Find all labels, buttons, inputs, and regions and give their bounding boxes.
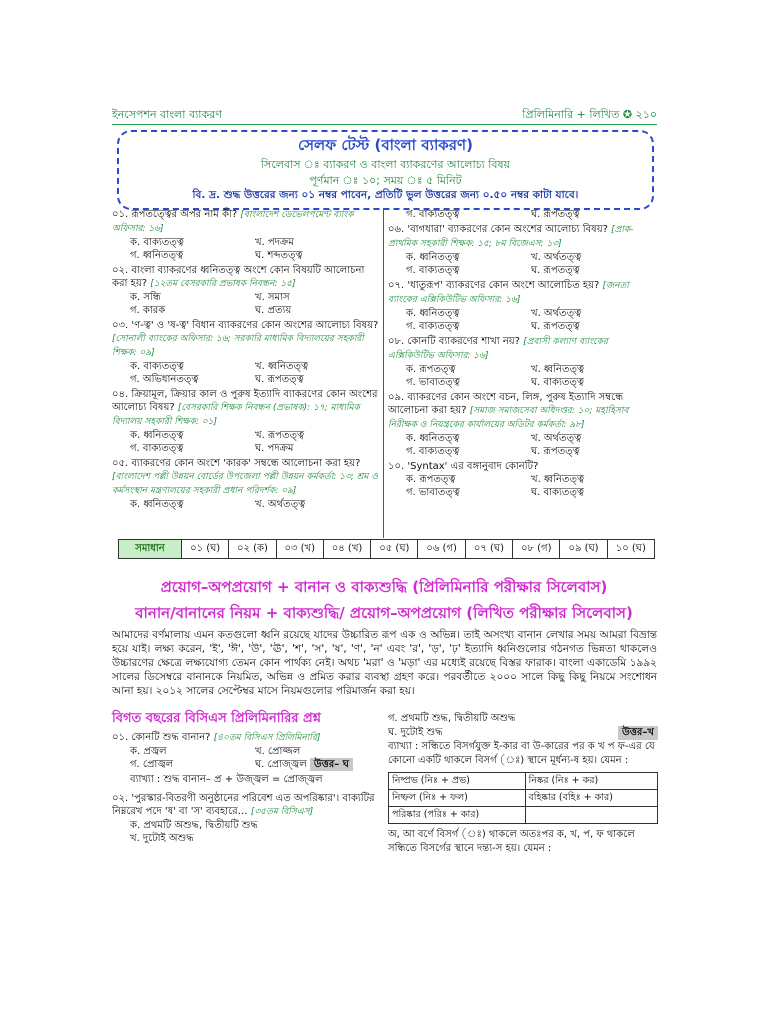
- option: ঘ. বাক্যতত্ত্ব: [531, 487, 585, 498]
- option: গ. ভাবাতত্ত্ব: [406, 377, 460, 388]
- question-source: [সমাজ সমাজসেবা অধিদপ্তর: ১০; মহাহিসাব নিরীক্ষক ও নিয়ন্ত্রকের কার্যালয়ের অডিটর কর্মকর্তা: ৯৮]: [388, 406, 629, 430]
- question-item: [388, 335, 656, 389]
- question-item: [112, 319, 380, 386]
- table-cell: নিষ্কর (নিঃ + কর): [525, 773, 657, 790]
- question-item: [388, 279, 656, 333]
- answer-cell: ০৩ (খ): [277, 540, 324, 558]
- table-row: [389, 807, 658, 824]
- option: গ. অভিধানতত্ত্ব: [130, 374, 199, 385]
- option: ঘ. প্রত্যয়: [255, 305, 292, 316]
- question-text: ০৫. ব্যাকরণের কোন অংশে 'কারক' সম্বন্ধে আলোচনা করা হয়?: [112, 458, 361, 469]
- option: ক. ধ্বনিতত্ত্ব: [130, 430, 184, 441]
- right-questions: [388, 208, 656, 501]
- prev-question-2: [112, 792, 380, 845]
- answer-cell: ০৬ (গ): [418, 540, 465, 558]
- question-source: [প্রবাসী কল্যাণ ব্যাংকের এক্সিকিউটিভ অফিসার: ১৬]: [388, 337, 608, 361]
- question-item: [388, 208, 656, 221]
- option: খ. দুটোই অশুদ্ধ: [130, 833, 194, 844]
- column-divider: [383, 208, 384, 538]
- question-text: ০৭. 'ধাতুরূপ' ব্যাকরণের কোন অংশে আলোচিত হয়?: [388, 280, 600, 291]
- options: [112, 745, 380, 771]
- answer-label: সমাধান: [119, 540, 182, 558]
- page-header: [112, 106, 657, 125]
- option: গ. বাক্যতত্ত্ব: [130, 443, 184, 454]
- option: ক. প্রজ্বল: [130, 746, 167, 757]
- option: ক. প্রথমটি অশুদ্ধ, দ্বিতীয়টি শুদ্ধ: [130, 820, 258, 831]
- option: [255, 758, 380, 771]
- option: খ. ধ্বনিতত্ত্ব: [255, 361, 309, 372]
- option: খ. সমাস: [255, 292, 290, 303]
- question-text: ০১. কোনটি শুদ্ধ বানান?: [112, 732, 211, 743]
- answer-cell: ০১ (ঘ): [182, 540, 229, 558]
- answer-row: [118, 539, 655, 559]
- left-questions: [112, 208, 380, 513]
- question-text: ০২. বাংলা ব্যাকরণের ধ্বনিতত্ত্ব অংশে কোন বিষয়টি আলোচনা করা হয়?: [112, 265, 365, 289]
- option: খ. ধ্বনিতত্ত্ব: [531, 474, 585, 485]
- option: খ. রূপতত্ত্ব: [255, 430, 305, 441]
- question-text: ০৮. কোনটি ব্যাকরণের শাখা নয়?: [388, 336, 520, 347]
- options: [388, 473, 656, 499]
- question-text: ০৬. 'বাগধারা' ব্যাকরণের কোন অংশের আলোচ্য বিষয়?: [388, 224, 608, 235]
- options: [112, 360, 380, 386]
- option: গ. বাক্যতত্ত্ব: [406, 446, 460, 457]
- option: ক. ধ্বনিতত্ত্ব: [406, 252, 460, 263]
- option: ঘ. রূপতত্ত্ব: [255, 374, 304, 385]
- options: [388, 208, 656, 221]
- question-text: ০৯. ব্যাকরণের কোন অংশে বচন, লিঙ্গ, পুরুষ ইত্যাদি সম্বন্ধে আলোচনা করা হয়?: [388, 392, 624, 416]
- option: খ. অর্থতত্ত্ব: [255, 499, 306, 510]
- option: গ. কারক: [130, 305, 166, 316]
- question-item: [112, 388, 380, 455]
- options: [388, 432, 656, 458]
- option: ঘ. দুটোই শুদ্ধ: [388, 727, 443, 738]
- marks-line: পূর্ণমান ঃ ১০; সময় ঃ ৫ মিনিট: [309, 174, 462, 187]
- option: গ. প্রোজ্বল: [130, 759, 174, 770]
- options: [388, 251, 656, 277]
- explanation: ব্যাখ্যা : সন্ধিতে বিসর্গযুক্ত ই-কার বা উ-কারের পর ক খ প ফ-এর যে কোনো একটি থাকলে বিসর্গ (ঃ) স্থানে মূর্ধন্য-ষ হয়। যেমন :: [388, 741, 655, 766]
- intro-paragraph: আমাদের বর্ণমালায় এমন কতগুলো ধ্বনি রয়েছে যাদের উচ্চারিত রূপ এক ও অভিন্ন। তাই অসংখ্য বানান লেখার সময় আমরা বিভ্রান্ত হয়ে যাই। লক্ষ্য করেন, 'ই', 'ঈ', 'উ', 'ঊ', 'শ', 'স', 'ষ', 'ণ', 'ন' এবং 'র', 'ড়', 'ঢ়' ইত্যাদি ধ্বনিগুলোর গঠনগত ভিন্নতা থাকলেও উচ্চারণের ক্ষেত্রে লক্ষ্যযোগ্য তেমন কোন পার্থক্য নেই। অথচ 'মরা' ও 'মড়া' এর মধ্যেই রয়েছে বিস্তর ফারাক। বাংলা একাডেমি ১৯৯২ সালের ডিসেম্বরে বানানকে নিয়মিত, অভিন্ন ও প্রমিত করার ব্যবস্থা গ্রহণ করে। পরবর্তীতে ২০০০ সালে কিছু কিছু নিয়মে সংশোধন আনা হয়। ২০১২ সালের সেপ্টেম্বর মাসে নিয়মগুলোর পরিমার্জন করা হয়।: [112, 629, 657, 697]
- lower-section: [112, 712, 657, 892]
- table-cell: পরিষ্কার (পরিঃ + কার): [389, 807, 526, 824]
- book-title: ইনসেপশন বাংলা ব্যাকরণ: [112, 108, 222, 121]
- question-source: [বেসরকারি শিক্ষক নিবন্ধন (প্রভাষক): ১৭; মাধ্যমিক বিদ্যালয় সহকারী শিক্ষক: ০১]: [112, 403, 360, 427]
- answer-cell: ০৭ (ঘ): [466, 540, 513, 558]
- question-item: [112, 208, 380, 262]
- question-text: ০২. 'পুরস্কার-বিতরণী অনুষ্ঠানের পরিবেশ এত অপরিষ্কার'। বাক্যটির নিম্নরেখ পদে 'ষ' বা 'স' ব্যবহারে…: [112, 793, 375, 817]
- self-test-box: [117, 130, 654, 210]
- question-text: ০১. রূপতত্ত্বের অপর নাম কী?: [112, 209, 238, 220]
- option-text: ঘ. প্রোজ্জ্বল: [255, 759, 307, 770]
- table-cell: বহিষ্কার (বহিঃ + কার): [525, 790, 657, 807]
- option: খ. অর্থতত্ত্ব: [531, 252, 582, 263]
- answer-cell: ১০ (ঘ): [615, 542, 646, 554]
- options: [388, 307, 656, 333]
- option: ঘ. রূপতত্ত্ব: [531, 209, 580, 220]
- question-source: [জনতা ব্যাংকের এক্সিকিউটিভ অফিসার: ১৬]: [388, 281, 629, 305]
- option: ঘ. শব্দতত্ত্ব: [255, 250, 303, 261]
- option: ঘ. রূপতত্ত্ব: [531, 321, 580, 332]
- option: খ. পদক্রম: [255, 237, 294, 248]
- question-source: [বাংলাদেশ পল্লী উন্নয়ন বোর্ডের উপজেলা পল্লী উন্নয়ন কর্মকর্তা: ১৩; শ্রম ও কর্মসংস্থান মন্ত্রণালয়ের সহকারী প্রধান পরিদর্শক: ০৯]: [112, 472, 378, 496]
- question-text: ০৩. 'ণ-ত্ব' ও 'ষ-ত্ব' বিধান ব্যাকরণের কোন অংশের আলোচ্য বিষয়?: [112, 320, 379, 331]
- table-cell: নিষ্ফল (নিঃ + ফল): [389, 790, 526, 807]
- answer-cell: ০৫ (ঘ): [371, 540, 418, 558]
- prev-question-1: [112, 731, 380, 786]
- option: ক. সন্ধি: [130, 292, 161, 303]
- option: গ. বাক্যতত্ত্ব: [406, 321, 460, 332]
- question-source: [৩৫তম বিসিএস]: [250, 807, 314, 817]
- question-source: [বাংলাদেশ ডেভেলপমেন্ট ব্যাংক অফিসার: ১৬]: [112, 210, 354, 234]
- option: খ. অর্থতত্ত্ব: [531, 433, 582, 444]
- option: গ. প্রথমটি শুদ্ধ, দ্বিতীয়টি অশুদ্ধ: [388, 713, 516, 724]
- option: ক. রূপতত্ত্ব: [406, 364, 456, 375]
- answer-cell: ০৮ (গ): [513, 540, 560, 558]
- answer-badge: উত্তর–খ: [618, 726, 658, 740]
- option: ঘ. রূপতত্ত্ব: [531, 265, 580, 276]
- examples-table: [388, 772, 658, 824]
- answer-cell: ০৪ (খ): [324, 540, 371, 558]
- section-heading-written: বানান/বানানের নিয়ম + বাক্যশুদ্ধি/ প্রয়োগ–অপপ্রয়োগ (লিখিত পরীক্ষার সিলেবাস): [135, 604, 633, 622]
- question-source: [৪০তম বিসিএস প্রিলিমিনারি]: [213, 733, 321, 743]
- page-number: প্রিলিমিনারি + লিখিত ✪ ২১০: [522, 108, 657, 121]
- syllabus-line: সিলেবাস ঃ ব্যাকরণ ও বাংলা ব্যাকরণের আলোচ্য বিষয়: [260, 158, 511, 171]
- question-source: [প্রাক-প্রাথমিক সহকারী শিক্ষক: ১৫; ৮ম বিজেএস: ১৩]: [388, 225, 634, 249]
- question-source: [১২তম বেসরকারি প্রভাষক নিবন্ধন: ১৫]: [150, 279, 296, 289]
- options: [112, 429, 380, 455]
- question-columns: [112, 208, 657, 538]
- option-row: [388, 726, 658, 740]
- explanation-column: [388, 712, 658, 856]
- option: গ. ধ্বনিতত্ত্ব: [130, 250, 184, 261]
- prev-heading: বিগত বছরের বিসিএস প্রিলিমিনারির প্রশ্ন: [112, 711, 321, 726]
- option: ক. ধ্বনিতত্ত্ব: [406, 433, 460, 444]
- options: [112, 236, 380, 262]
- option: ক. বাক্যতত্ত্ব: [130, 237, 184, 248]
- options: [388, 363, 656, 389]
- option: ঘ. বাক্যতত্ত্ব: [531, 377, 585, 388]
- option: ক. বাক্যতত্ত্ব: [130, 361, 184, 372]
- table-row: [389, 773, 658, 790]
- rule-note: অ, আ বর্ণে বিসর্গ (ঃ) থাকলে অতঃপর ক, খ, প, ফ থাকলে সন্ধিতে বিসর্গের স্থানে দন্ত্য-স হয়। যেমন :: [388, 829, 635, 854]
- explanation: ব্যাখ্যা : শুদ্ধ বানান– প্র + উজ্জ্বল = প্রোজ্জ্বল: [130, 774, 323, 785]
- table-cell: [525, 807, 657, 824]
- option: ঘ. রূপতত্ত্ব: [531, 446, 580, 457]
- option: ক. রূপতত্ত্ব: [406, 474, 456, 485]
- question-text: ১০. 'Syntax' এর বঙ্গানুবাদ কোনটি?: [388, 461, 539, 472]
- marking-note: বি. দ্র. শুদ্ধ উত্তরের জন্য ০১ নম্বর পাবেন, প্রতিটি ভুল উত্তরের জন্য ০.৫০ নম্বর কাটা যাবে।: [192, 189, 579, 201]
- option: ঘ. পদক্রম: [255, 443, 294, 454]
- options: [112, 291, 380, 317]
- question-item: [112, 264, 380, 317]
- self-test-title: সেলফ টেস্ট (বাংলা ব্যাকরণ): [298, 136, 473, 154]
- option: গ. বাক্যতত্ত্ব: [406, 265, 460, 276]
- prev-questions: [112, 712, 380, 847]
- answer-cell: ০২ (ক): [229, 540, 276, 558]
- option: ক. ধ্বনিতত্ত্ব: [130, 499, 184, 510]
- option: খ. ধ্বনিতত্ত্ব: [531, 364, 585, 375]
- answer-badge: উত্তর– ঘ: [310, 758, 353, 771]
- option: গ. ভাবাতত্ত্ব: [406, 487, 460, 498]
- table-row: [389, 790, 658, 807]
- option: গ. বাক্যতত্ত্ব: [406, 209, 460, 220]
- question-item: [112, 457, 380, 511]
- question-text: ০৪. ক্রিয়ামূল, ক্রিয়ার কাল ও পুরুষ ইত্যাদি ব্যাকরণের কোন অংশের আলোচ্য বিষয়?: [112, 389, 378, 413]
- table-cell: নিষ্প্রভ (নিঃ + প্রভ): [389, 773, 526, 790]
- option: খ. অর্থতত্ত্ব: [531, 308, 582, 319]
- question-item: [388, 460, 656, 499]
- question-item: [388, 223, 656, 277]
- options: [112, 498, 380, 511]
- answer-cell: ০৯ (ঘ): [560, 540, 607, 558]
- question-item: [388, 391, 656, 458]
- section-heading-prelim: প্রয়োগ–অপপ্রয়োগ + বানান ও বাক্যশুদ্ধি (প্রিলিমিনারি পরীক্ষার সিলেবাস): [160, 578, 608, 596]
- option: ক. ধ্বনিতত্ত্ব: [406, 308, 460, 319]
- option: খ. প্রোজ্জল: [255, 746, 301, 757]
- question-source: [সোনালী ব্যাংকের অফিসার: ১৬; সরকারি মাধ্যমিক বিদ্যালয়ের সহকারী শিক্ষক: ০৯]: [112, 334, 364, 358]
